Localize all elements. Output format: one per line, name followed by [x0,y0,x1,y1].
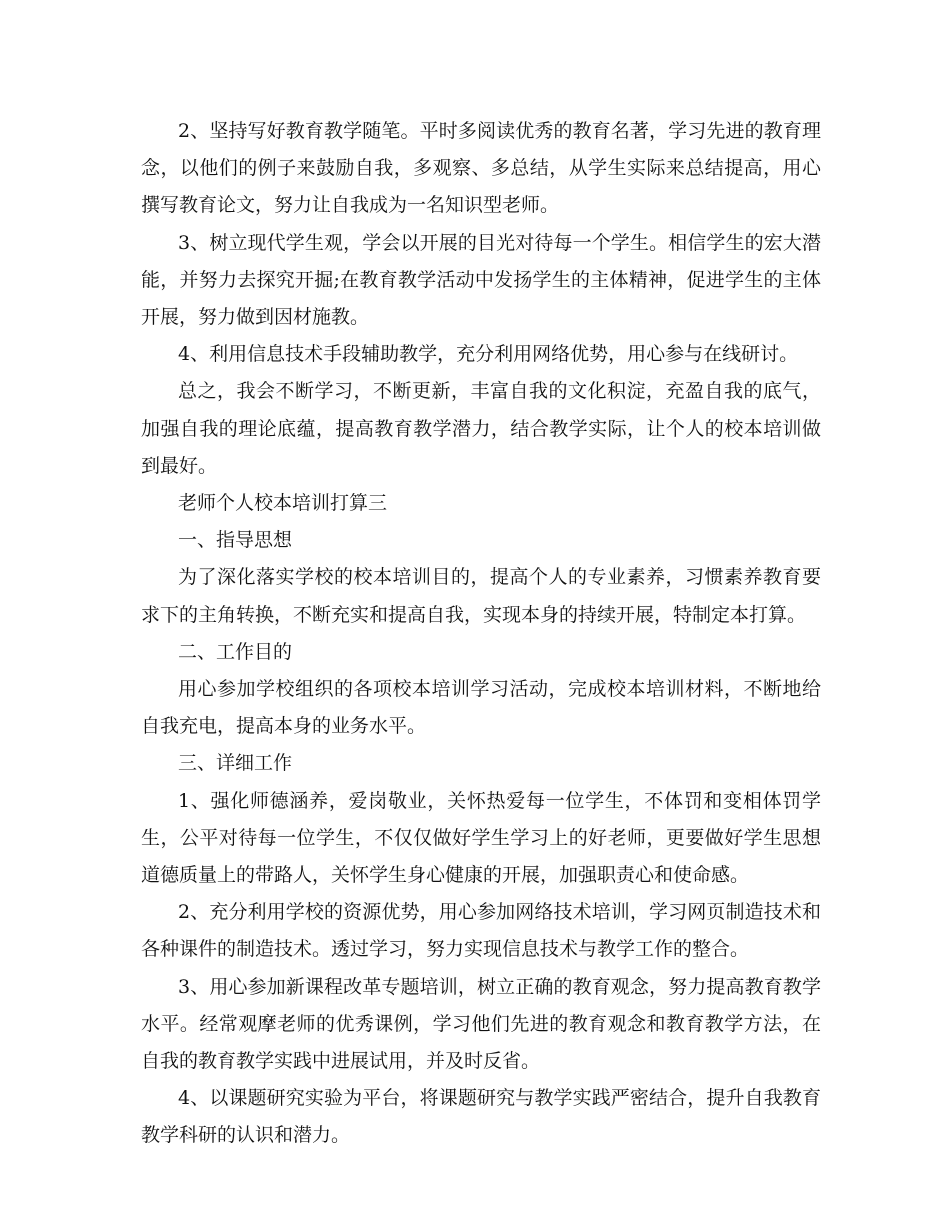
paragraph-work-goal: 用心参加学校组织的各项校本培训学习活动，完成校本培训材料，不断地给自我充电，提高本身的业务水平。 [141,678,821,738]
paragraph-guiding-thought: 为了深化落实学校的校本培训目的，提高个人的专业素养，习惯素养教育要求下的主角转换，不断充实和提高自我，实现本身的持续开展，特制定本打算。 [141,566,821,626]
document-page [141,113,821,1155]
paragraph-work-item-1: 1、强化师德涵养，爱岗敬业，关怀热爱每一位学生，不体罚和变相体罚学生，公平对待每一位学生，不仅仅做好学生学习上的好老师，更要做好学生思想道德质量上的带路人，关怀学生身心健康的开展，加强职责心和使命感。 [141,789,821,887]
heading-detailed-work: 三、详细工作 [178,752,293,775]
paragraph-work-item-4: 4、以课题研究实验为平台，将课题研究与教学实践严密结合，提升自我教育教学科研的认识和潜力。 [141,1087,821,1147]
paragraph-item-3-student-view: 3、树立现代学生观，学会以开展的目光对待每一个学生。相信学生的宏大潜能，并努力去探究开掘;在教育教学活动中发扬学生的主体精神，促进学生的主体开展，努力做到因材施教。 [141,231,821,329]
paragraph-item-2-writing: 2、坚持写好教育教学随笔。平时多阅读优秀的教育名著，学习先进的教育理念，以他们的例子来鼓励自我，多观察、多总结，从学生实际来总结提高，用心撰写教育论文，努力让自我成为一名知识型老师。 [141,120,821,217]
paragraph-summary: 总之，我会不断学习，不断更新，丰富自我的文化积淀，充盈自我的底气，加强自我的理论底蕴，提高教育教学潜力，结合教学实际，让个人的校本培训做到最好。 [141,380,821,477]
paragraph-item-4-it-teaching: 4、利用信息技术手段辅助教学，充分利用网络优势，用心参与在线研讨。 [178,343,799,366]
paragraph-work-item-3: 3、用心参加新课程改革专题培训，树立正确的教育观念，努力提高教育教学水平。经常观摩老师的优秀课例，学习他们先进的教育观念和教育教学方法，在自我的教育教学实践中进展试用，并及时反省。 [141,975,821,1073]
paragraph-work-item-2: 2、充分利用学校的资源优势，用心参加网络技术培训，学习网页制造技术和各种课件的制造技术。透过学习，努力实现信息技术与教学工作的整合。 [141,901,821,961]
heading-work-goal: 二、工作目的 [178,640,293,663]
heading-guiding-thought: 一、指导思想 [178,529,293,552]
section-title: 老师个人校本培训打算三 [178,492,388,515]
